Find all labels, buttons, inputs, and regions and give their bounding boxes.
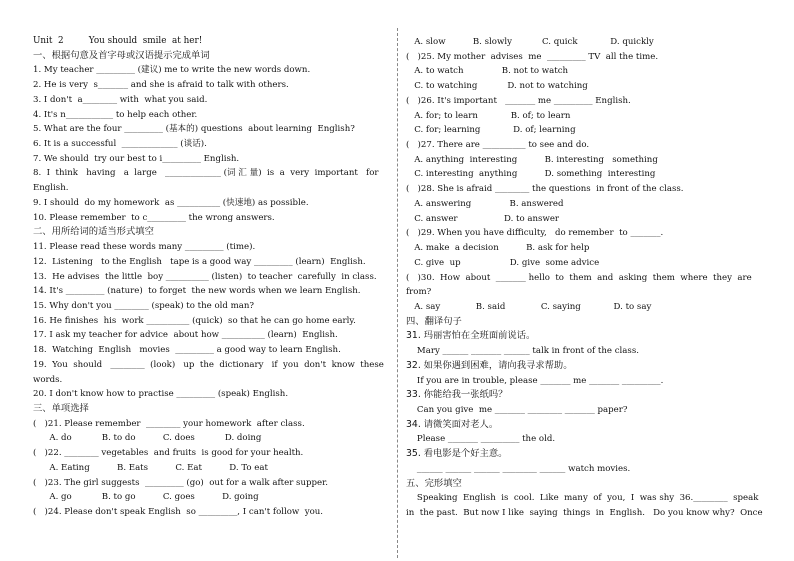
left-line: 18. Watching English movies _________ a good way to learn English. — [33, 345, 341, 356]
left-line: 16. He finishes his work __________ (quick) so that he can go home early. — [33, 315, 356, 326]
left-line: 8. I think having a large _____________ (词 汇 量) is a very important for — [33, 168, 379, 179]
right-line: ( )25. My mother advises me _________ TV all the time. — [406, 51, 659, 62]
right-line: C. to watching D. not to watching — [406, 81, 588, 92]
right-line: Can you give me _______ ________ _______ paper? — [406, 405, 628, 415]
left-line: 12. Listening to the English tape is a good way _________ (learn) English. — [33, 256, 366, 267]
left-line: 10. Please remember to c_________ the wrong answers. — [33, 212, 275, 223]
right-line: A. anything interesting B. interesting something — [406, 154, 658, 165]
right-line: A. say B. said C. saying D. to say — [406, 301, 652, 312]
right-line: ( )29. When you have difficulty, do remember to _______. — [406, 228, 664, 239]
right-line: C. answer D. to answer — [406, 213, 560, 224]
left-line: 5. What are the four _________ (基本的) questions about learning English? — [33, 124, 355, 135]
left-line: 3. I don't a________ with what you said. — [33, 94, 208, 105]
right-line: Speaking English is cool. Like many of you, I was shy 36.________ speak — [406, 493, 759, 504]
left-line: ( )22. ________ vegetables and fruits is good for your health. — [33, 448, 304, 459]
left-line: ( )23. The girl suggests _________ (go) out for a walk after supper. — [33, 477, 328, 488]
right-line: A. make a decision B. ask for help — [406, 243, 590, 254]
right-line: 32. 如果你遇到困难，请向我寻求帮助。 — [406, 359, 573, 371]
left-line: A. go B. to go C. goes D. going — [33, 492, 259, 503]
right-line: ( )28. She is afraid ________ the questions in front of the class. — [406, 184, 684, 195]
left-line: 6. It is a successful _____________ (谈话). — [33, 139, 207, 150]
left-line: English. — [33, 183, 69, 194]
column-divider — [397, 28, 398, 558]
right-line: ( )26. It's important _______ me _________ English. — [406, 95, 631, 106]
right-line: C. interesting anything D. something interesting — [406, 169, 656, 180]
right-line: ( )30. How about _______ hello to them and asking them where they are — [406, 272, 752, 283]
right-line: A. answering B. answered — [406, 198, 564, 209]
left-line: 三、单项选择 — [33, 403, 89, 414]
left-line: ( )21. Please remember ________ your homework after class. — [33, 418, 305, 429]
left-line: ( )24. Please don't speak English so _________, I can't follow you. — [33, 507, 324, 518]
left-line: 14. It's _________ (nature) to forget the new words when we learn English. — [33, 286, 361, 297]
right-line: 35. 看电影是个好主意。 — [406, 448, 508, 460]
right-line: ( )27. There are __________ to see and do. — [406, 140, 590, 151]
left-line: 2. He is very s_______ and she is afraid to talk with others. — [33, 80, 289, 91]
left-line: 一、根据句意及首字母或汉语提示完成单词 — [33, 49, 210, 61]
right-line: 31. 玛丽害怕在全班面前说话。 — [406, 330, 536, 342]
left-line: 4. It's n___________ to help each other. — [33, 109, 198, 120]
left-line: Unit 2 You should smile at her! — [33, 36, 203, 46]
right-line: 33. 你能给我一张纸吗？ — [406, 389, 508, 401]
left-line: 二、用所给词的适当形式填空 — [33, 226, 154, 238]
left-line: 7. We should try our best to i_________ English. — [33, 153, 240, 164]
left-line: 13. He advises the little boy __________ (listen) to teacher carefully in class. — [33, 271, 377, 282]
right-line: ______ ______ ______ ________ ______ watch movies. — [406, 463, 631, 474]
right-line: in the past. But now I like saying things in English. Do you know why? Once — [406, 508, 763, 519]
right-line: If you are in trouble, please _______ me _______ _________. — [406, 375, 664, 386]
right-line: A. slow B. slowly C. quick D. quickly — [406, 37, 654, 47]
right-line: C. for; learning D. of; learning — [406, 125, 576, 136]
left-line: 1. My teacher _________ (建议) me to write the new words down. — [33, 65, 311, 76]
right-line: 四、翻译句子 — [406, 315, 462, 327]
left-line: A. Eating B. Eats C. Eat D. To eat — [33, 462, 268, 473]
left-line: 20. I don't know how to practise _________ (speak) English. — [33, 389, 289, 400]
left-line: 15. Why don't you ________ (speak) to the old man? — [33, 300, 255, 311]
left-line: 19. You should ________ (look) up the dictionary if you don't know these — [33, 359, 384, 370]
left-line: 11. Please read these words many _________ (time). — [33, 242, 256, 253]
right-line: Please _______ _________ the old. — [406, 434, 556, 445]
right-line: Mary ______ _______ ______ talk in front of the class. — [406, 346, 639, 357]
right-line: A. for; to learn B. of; to learn — [406, 110, 571, 121]
right-line: C. give up D. give some advice — [406, 257, 600, 268]
left-line: 9. I should do my homework as __________ (快速地) as possible. — [33, 197, 309, 208]
right-line: 34. 请微笑面对老人。 — [406, 418, 499, 430]
right-line: A. to watch B. not to watch — [406, 66, 569, 77]
left-line: A. do B. to do C. does D. doing — [33, 433, 262, 444]
right-line: 五、完形填空 — [406, 477, 462, 489]
left-line: words. — [33, 374, 63, 385]
left-line: 17. I ask my teacher for advice about how __________ (learn) English. — [33, 330, 338, 341]
right-line: from? — [406, 287, 432, 298]
